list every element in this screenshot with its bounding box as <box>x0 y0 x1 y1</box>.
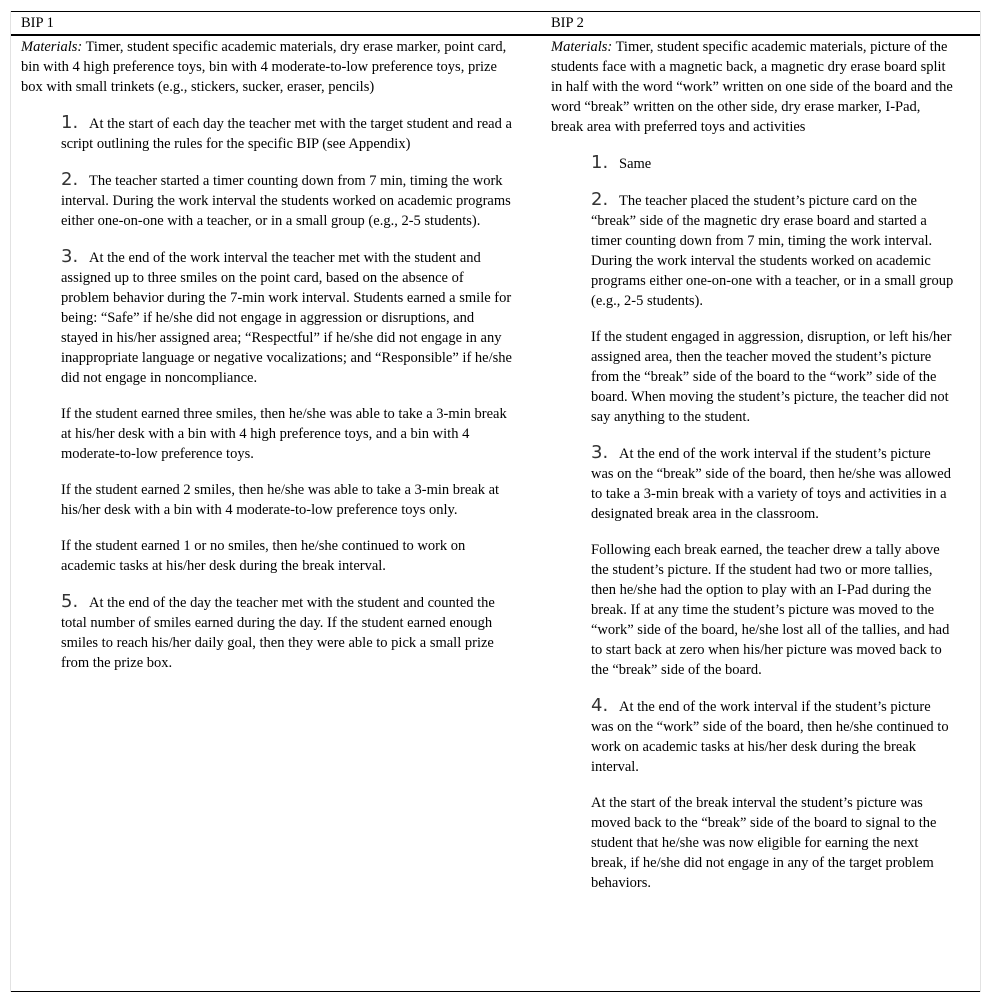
bip1-materials <box>21 37 514 97</box>
bip1-paragraph: If the student earned 2 smiles, then he/she was able to take a 3-min break at his/her desk with a bin with 4 moderate-to-low preference toys only. <box>61 482 500 518</box>
bip2-step-1 <box>591 153 955 174</box>
step-text: The teacher started a timer counting down from 7 min, timing the work interval. During the work interval the students worked on academic programs either one-on-one with a teacher, or in a small group (e.g., 2-5 students). <box>61 173 511 229</box>
bip2-paragraph: At the start of the break interval the student’s picture was moved back to the “break” side of the board to signal to the student that he/she was now eligible for earning the next break, if he/she did not engage in any of the target problem behaviors. <box>591 795 937 891</box>
step-text: The teacher placed the student’s picture card on the “break” side of the magnetic dry erase board and started a timer counting down from 7 min, timing the work interval. During the work interval the students worked on academic programs either one-on-one with a teacher, or in a small group (e.g., 2-5 students). <box>591 193 954 309</box>
materials-label: Materials: <box>21 39 83 55</box>
materials-label: Materials: <box>551 39 613 55</box>
step-number: 5. <box>61 591 79 612</box>
step-number: 1. <box>591 152 609 173</box>
bip1-paragraph: If the student earned 1 or no smiles, then he/she continued to work on academic tasks at his/her desk during the break interval. <box>61 538 466 574</box>
step-text: At the end of the work interval if the student’s picture was on the “break” side of the board, then he/she was allowed to take a 3-min break with a variety of toys and activities in a designated break area in the classroom. <box>591 446 951 522</box>
bip2-paragraph: Following each break earned, the teacher drew a tally above the student’s picture. If the student had two or more tallies, then he/she had the option to play with an I-Pad during the break. If at any time the student’s picture was moved to the “work” side of the board, he/she lost all of the tallies, and had to start back at zero when his/her picture was moved back to the “break” side of the board. <box>591 542 950 678</box>
bip2-step-4 <box>591 696 955 777</box>
bip1-step-5 <box>61 592 514 673</box>
header-rule <box>11 34 980 36</box>
bip1-paragraph: If the student earned three smiles, then he/she was able to take a 3-min break at his/her desk with a bin with 4 high preference toys, and a bin with 4 moderate-to-low preference toys. <box>61 406 507 462</box>
bip2-step-3 <box>591 443 955 524</box>
bip1-step-3 <box>61 247 514 388</box>
header-bip2: BIP 2 <box>551 15 584 31</box>
bip1-step-1 <box>61 113 514 154</box>
step-number: 3. <box>61 246 79 267</box>
bip-table <box>10 11 981 992</box>
bip2-paragraph: If the student engaged in aggression, disruption, or left his/her assigned area, then the teacher moved the student’s picture from the “break” side of the board to the “work” side of the board. When moving the student’s picture, the teacher did not say anything to the student. <box>591 329 952 425</box>
step-number: 3. <box>591 442 609 463</box>
step-text: At the end of the work interval the teacher met with the student and assigned up to three smiles on the point card, based on the absence of problem behavior during the 7-min work interval. Students earned a smile for being: “Safe” if he/she did not engage in aggression or disruptions, and stayed in his/her assigned area; “Respectful” if he/she did not engage in any inappropriate language or negative vocalizations; and “Responsible” if he/she did not engage in noncompliance. <box>61 250 512 386</box>
table-top-rule <box>11 11 980 12</box>
step-text: At the end of the work interval if the student’s picture was on the “work” side of the board, then he/she continued to work on academic tasks at his/her desk during the break interval. <box>591 699 949 775</box>
step-text: At the start of each day the teacher met with the target student and read a script outlining the rules for the specific BIP (see Appendix) <box>61 116 512 152</box>
bip2-step-2 <box>591 190 955 311</box>
step-number: 2. <box>591 189 609 210</box>
step-number: 4. <box>591 695 609 716</box>
bip2-materials <box>551 37 955 137</box>
materials-text: Timer, student specific academic materials, picture of the students face with a magnetic back, a magnetic dry erase board split in half with the word “work” written on one side of the board and the word “break” written on the other side, dry erase marker, I-Pad, break area with preferred toys and activities <box>551 39 953 135</box>
bip1-column <box>21 37 514 673</box>
header-bip1: BIP 1 <box>21 15 54 31</box>
table-bottom-rule <box>11 991 980 992</box>
materials-text: Timer, student specific academic materials, dry erase marker, point card, bin with 4 high preference toys, bin with 4 moderate-to-low preference toys, prize box with small trinkets (e.g., stickers, sucker, eraser, pencils) <box>21 39 507 95</box>
step-number: 1. <box>61 112 79 133</box>
bip1-step-2 <box>61 170 514 231</box>
step-number: 2. <box>61 169 79 190</box>
step-text: At the end of the day the teacher met with the student and counted the total number of smiles earned during the day. If the student earned enough smiles to reach his/her daily goal, then they were able to pick a small prize from the prize box. <box>61 595 495 671</box>
step-text: Same <box>619 156 652 172</box>
bip2-column <box>551 37 955 893</box>
